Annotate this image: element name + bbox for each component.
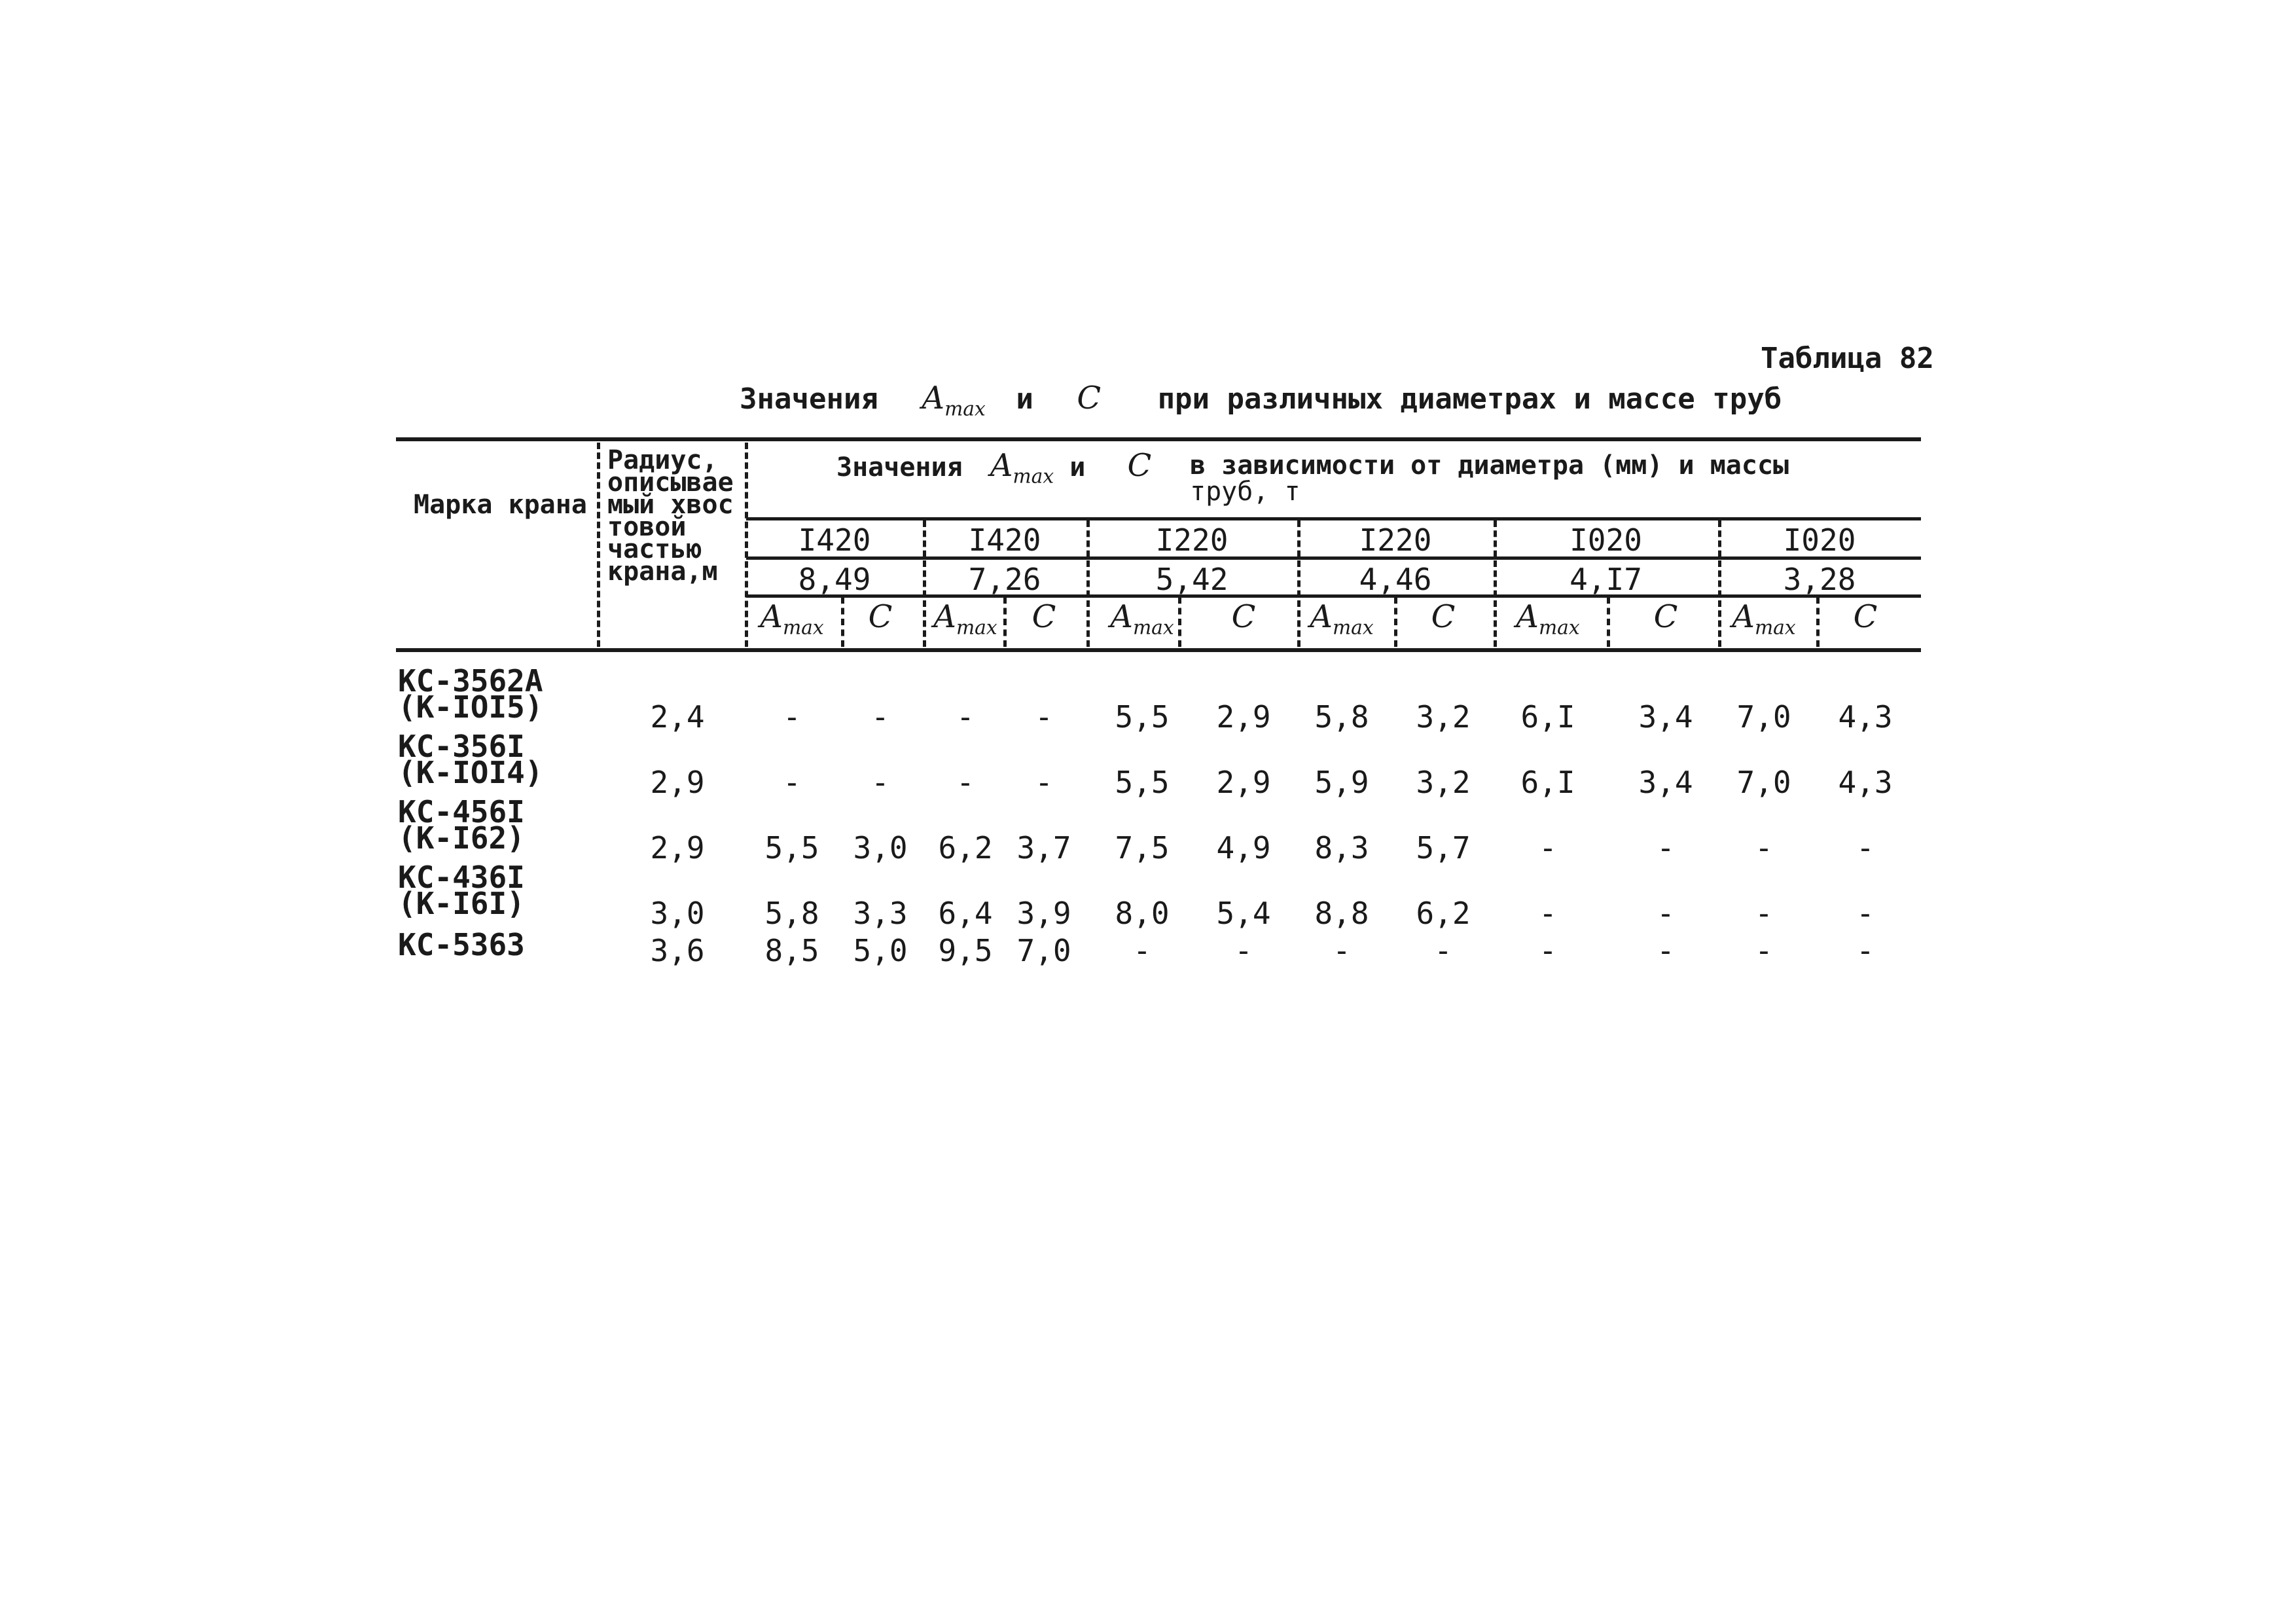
row-value: 5,5 <box>1115 699 1170 735</box>
row-value: - <box>1856 830 1874 866</box>
row-value: 5,0 <box>853 933 908 968</box>
row-brand <box>398 860 525 921</box>
row-value: - <box>1434 933 1452 968</box>
header-c-symbol: C <box>1231 598 1256 635</box>
header-c-symbol: C <box>1431 598 1456 635</box>
values-title-suffix-1: в зависимости от диаметра (мм) и массы <box>1190 450 1789 481</box>
row-value: - <box>1856 896 1874 931</box>
header-radius-line: товой <box>607 512 687 542</box>
row-brand <box>398 927 525 962</box>
values-title-amax-symbol: $A_{max}$ <box>990 447 1054 488</box>
header-mass-3: 5,42 <box>1155 562 1229 597</box>
header-mass-2: 7,26 <box>968 562 1041 597</box>
row-brand-line: КС-5363 <box>398 927 525 962</box>
header-radius-line: крана,м <box>607 556 718 587</box>
header-values-title <box>836 447 1152 488</box>
header-mass-6: 3,28 <box>1783 562 1856 597</box>
row-value: 2,9 <box>1216 765 1271 800</box>
row-value: 8,0 <box>1115 896 1170 931</box>
table-number-label: Таблица 82 <box>1761 342 1934 375</box>
row-value: 7,0 <box>1016 933 1071 968</box>
table-caption <box>740 380 1782 421</box>
row-value: 2,9 <box>1216 699 1271 735</box>
row-value: 6,4 <box>938 896 993 931</box>
row-brand-line: (К-IOI4) <box>398 755 543 790</box>
row-value: 6,2 <box>1416 896 1471 931</box>
row-value: - <box>1856 933 1874 968</box>
row-brand-line: КС-456I <box>398 794 525 830</box>
col-sep-brand-radius <box>597 443 600 647</box>
header-mass-1: 8,49 <box>798 562 871 597</box>
row-brand-line: (К-I62) <box>398 820 525 856</box>
row-brand-line: КС-356I <box>398 729 525 764</box>
header-diameter-2: I420 <box>968 522 1041 558</box>
caption-amax-symbol: $A_{max}$ <box>922 380 986 421</box>
table-top-rule <box>396 437 1921 441</box>
header-radius-line: частью <box>607 534 702 564</box>
caption-c-symbol: C <box>1077 380 1102 416</box>
row-value: 6,I <box>1520 765 1575 800</box>
header-radius-line: Радиус, <box>607 445 718 475</box>
row-value: 3,3 <box>853 896 908 931</box>
caption-prefix: Значения <box>740 382 878 416</box>
values-title-and: и <box>1069 452 1086 483</box>
row-radius: 3,6 <box>650 933 705 968</box>
row-value: - <box>1539 933 1557 968</box>
row-value: - <box>871 699 889 735</box>
row-value: 3,2 <box>1416 765 1471 800</box>
row-value: 7,0 <box>1736 765 1791 800</box>
row-value: 3,2 <box>1416 699 1471 735</box>
values-title-c-symbol: C <box>1127 447 1152 484</box>
row-value: - <box>956 699 975 735</box>
row-value: - <box>1333 933 1351 968</box>
row-value: 3,4 <box>1638 699 1693 735</box>
row-brand <box>398 729 543 790</box>
row-value: 3,0 <box>853 830 908 866</box>
header-diameter-5: I020 <box>1570 522 1642 558</box>
header-radius <box>607 445 734 587</box>
row-value: 8,5 <box>764 933 819 968</box>
row-brand-line: (К-I6I) <box>398 886 525 921</box>
caption-suffix: при различных диаметрах и массе труб <box>1157 382 1782 416</box>
row-value: 6,I <box>1520 699 1575 735</box>
header-amax-symbol: $A_{max}$ <box>1516 598 1580 640</box>
row-brand-line: КС-436I <box>398 860 525 895</box>
row-value: - <box>1539 830 1557 866</box>
header-radius-line: мый хвос <box>607 490 734 520</box>
header-mass-4: 4,46 <box>1359 562 1432 597</box>
row-value: - <box>1755 830 1773 866</box>
row-value: - <box>1657 896 1675 931</box>
row-value: - <box>871 765 889 800</box>
row-value: - <box>1035 765 1053 800</box>
row-value: - <box>1755 896 1773 931</box>
row-value: 7,5 <box>1115 830 1170 866</box>
row-value: - <box>956 765 975 800</box>
row-value: 7,0 <box>1736 699 1791 735</box>
header-c-symbol: C <box>1653 598 1678 635</box>
row-value: 3,9 <box>1016 896 1071 931</box>
row-value: 4,9 <box>1216 830 1271 866</box>
row-value: 4,3 <box>1838 699 1893 735</box>
row-value: 3,4 <box>1638 765 1693 800</box>
header-amax-symbol: $A_{max}$ <box>760 598 824 640</box>
header-diameter-6: I020 <box>1783 522 1856 558</box>
row-value: 5,5 <box>764 830 819 866</box>
row-brand <box>398 663 543 725</box>
row-radius: 2,9 <box>650 765 705 800</box>
header-amax-symbol: $A_{max}$ <box>1110 598 1174 640</box>
row-radius: 2,4 <box>650 699 705 735</box>
row-value: - <box>1755 933 1773 968</box>
header-amax-symbol: $A_{max}$ <box>1732 598 1796 640</box>
header-diameter-3: I220 <box>1155 522 1229 558</box>
row-value: 5,8 <box>1314 699 1369 735</box>
row-value: 3,7 <box>1016 830 1071 866</box>
col-sep-sub-5 <box>1607 597 1610 647</box>
header-diameter-1: I420 <box>798 522 871 558</box>
row-value: - <box>783 765 801 800</box>
row-value: - <box>1133 933 1151 968</box>
header-diameter-4: I220 <box>1359 522 1432 558</box>
row-value: - <box>783 699 801 735</box>
row-value: - <box>1657 830 1675 866</box>
row-value: - <box>1035 699 1053 735</box>
row-value: - <box>1234 933 1253 968</box>
row-value: 8,8 <box>1314 896 1369 931</box>
row-value: - <box>1539 896 1557 931</box>
values-title-suffix-2: труб, т <box>1190 477 1300 507</box>
header-c-symbol: C <box>1031 598 1056 635</box>
caption-and: и <box>1016 382 1033 416</box>
row-value: 5,7 <box>1416 830 1471 866</box>
row-value: 4,3 <box>1838 765 1893 800</box>
row-value: 5,5 <box>1115 765 1170 800</box>
row-radius: 3,0 <box>650 896 705 931</box>
header-c-symbol: C <box>868 598 893 635</box>
values-title-prefix: Значения <box>836 452 963 483</box>
header-bottom-rule <box>396 648 1921 652</box>
header-c-symbol: C <box>1853 598 1878 635</box>
row-value: 9,5 <box>938 933 993 968</box>
row-brand-line: (К-IOI5) <box>398 689 543 725</box>
header-mass-5: 4,I7 <box>1570 562 1642 597</box>
row-radius: 2,9 <box>650 830 705 866</box>
header-amax-symbol: $A_{max}$ <box>933 598 997 640</box>
row-value: 5,9 <box>1314 765 1369 800</box>
row-brand <box>398 794 525 856</box>
header-amax-symbol: $A_{max}$ <box>1310 598 1374 640</box>
row-value: 5,8 <box>764 896 819 931</box>
row-value: - <box>1657 933 1675 968</box>
row-value: 6,2 <box>938 830 993 866</box>
header-radius-line: описывае <box>607 467 734 498</box>
header-brand: Марка крана <box>414 490 587 520</box>
row-value: 5,4 <box>1216 896 1271 931</box>
row-value: 8,3 <box>1314 830 1369 866</box>
row-brand-line: КС-3562А <box>398 663 543 699</box>
